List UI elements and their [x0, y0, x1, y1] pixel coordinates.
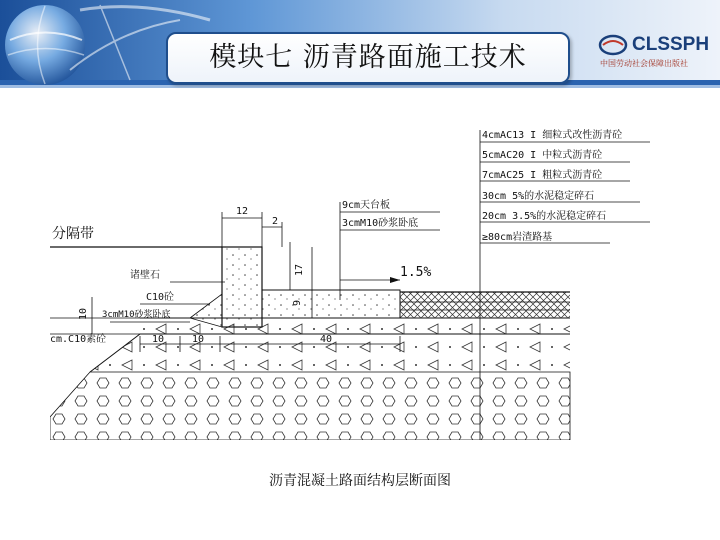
sidewalk-plate-label: 9cm天台板 — [342, 200, 391, 211]
slope-label: 1.5% — [400, 265, 432, 280]
subgrade-layer — [50, 372, 570, 440]
dimension-10-a: 10 — [152, 334, 165, 345]
layer-label-6: ≥80cm岩渣路基 — [482, 232, 553, 243]
mortar-right-label: 3cmM10砂浆卧底 — [342, 218, 419, 229]
dimension-17: 17 — [294, 263, 305, 276]
pavement-cross-section-diagram — [50, 122, 670, 440]
asphalt-layers — [400, 292, 570, 318]
dimension-2: 2 — [272, 216, 279, 227]
slope-arrow-icon — [390, 277, 400, 283]
dimension-10-b: 10 — [192, 334, 205, 345]
layer-label-2: 5cmAC20 I 中粒式沥青砼 — [482, 150, 603, 161]
publisher-logo-icon — [598, 33, 628, 57]
slide-header — [0, 0, 720, 92]
dimension-9: 9 — [292, 299, 303, 306]
layer-label-5: 20cm 3.5%的水泥稳定碎石 — [482, 211, 607, 222]
publisher-name: 中国劳动社会保障出版社 — [600, 59, 688, 68]
layer-label-1: 4cmAC13 I 细粒式改性沥青砼 — [482, 130, 623, 141]
c10-label: C10砼 — [146, 292, 175, 303]
median-label: 分隔带 — [52, 226, 94, 242]
publisher-logo-text: CLSSPH — [632, 34, 710, 55]
sidewalk-plate — [262, 290, 400, 318]
curb-stone-label: 诸壁石 — [130, 270, 160, 281]
mortar-left-label: 3cmM10砂浆卧底 — [102, 310, 171, 320]
dimension-12: 12 — [236, 206, 249, 217]
layer-label-3: 7cmAC25 I 粗粒式沥青砼 — [482, 170, 603, 181]
curb-stone — [222, 247, 262, 327]
layer-label-4: 30cm 5%的水泥稳定碎石 — [482, 191, 595, 202]
c10-base-label: cm.C10素砼 — [50, 334, 107, 345]
diagram-caption: 沥青混凝土路面结构层断面图 — [269, 473, 451, 489]
base-layer — [50, 334, 570, 372]
title-box — [166, 32, 570, 84]
page-title: 模块七 沥青路面施工技术 — [209, 42, 527, 73]
dimension-40: 40 — [320, 334, 333, 345]
globe-icon — [5, 5, 85, 85]
dimension-10-vertical: 10 — [78, 307, 89, 320]
